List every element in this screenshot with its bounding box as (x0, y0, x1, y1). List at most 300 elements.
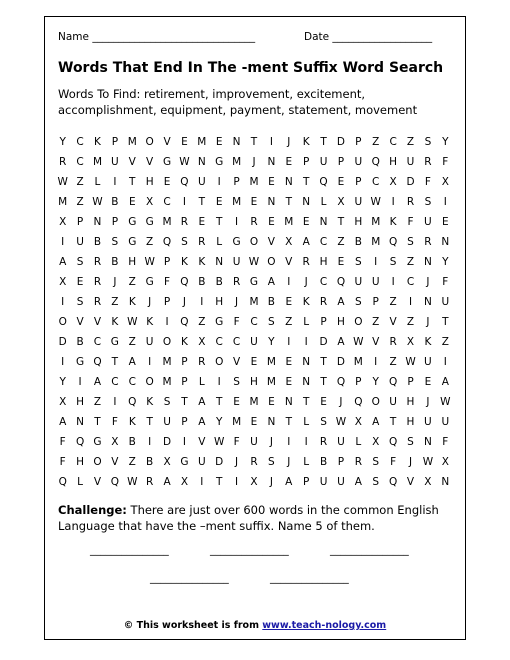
grid-letter: H (128, 256, 137, 268)
grid-letter: U (354, 156, 363, 168)
grid-letter: H (354, 216, 363, 228)
grid-letter: Q (110, 476, 119, 488)
grid-letter: R (93, 296, 102, 308)
grid-letter: I (269, 136, 273, 148)
grid-letter: L (77, 476, 84, 488)
grid-letter: I (304, 436, 308, 448)
grid-letter: G (145, 216, 154, 228)
grid-letter: M (232, 156, 242, 168)
grid-letter: I (217, 376, 221, 388)
grid-letter: C (93, 336, 102, 348)
grid-letter: G (215, 316, 224, 328)
grid-letter: S (372, 476, 380, 488)
grid-letter: Z (372, 316, 380, 328)
grid-letter: G (128, 216, 137, 228)
grid-letter: G (76, 356, 85, 368)
grid-letter: U (371, 276, 380, 288)
grid-letter: B (198, 276, 206, 288)
grid-letter: T (250, 136, 258, 148)
grid-letter: L (355, 436, 362, 448)
grid-letter: L (198, 376, 205, 388)
grid-letter: Z (198, 316, 206, 328)
grid-letter: V (93, 316, 102, 328)
grid-letter: M (92, 156, 102, 168)
grid-letter: E (268, 396, 275, 408)
grid-letter: B (319, 456, 328, 468)
grid-letter: D (162, 436, 172, 448)
grid-letter: U (441, 416, 450, 428)
grid-letter: Z (76, 196, 84, 208)
grid-letter: E (302, 216, 310, 228)
grid-letter: R (232, 276, 241, 288)
grid-letter: G (93, 436, 102, 448)
grid-letter: J (287, 456, 291, 468)
challenge-label: Challenge: (58, 503, 127, 517)
grid-letter: R (302, 256, 310, 268)
grid-letter: L (303, 316, 310, 328)
grid-letter: Z (93, 396, 102, 408)
grid-letter: K (128, 416, 136, 428)
grid-letter: E (215, 136, 223, 148)
grid-letter: T (320, 136, 327, 148)
grid-letter: X (250, 476, 258, 488)
grid-letter: V (372, 336, 380, 348)
grid-letter: S (268, 316, 275, 328)
grid-letter: A (372, 416, 380, 428)
grid-letter: G (145, 276, 154, 288)
grid-letter: E (181, 136, 188, 148)
grid-letter: P (355, 176, 362, 188)
grid-letter: X (354, 416, 362, 428)
grid-letter: N (93, 216, 102, 228)
grid-letter: P (163, 256, 171, 268)
grid-letter: V (93, 476, 102, 488)
grid-letter: A (285, 476, 293, 488)
grid-letter: S (76, 296, 84, 308)
grid-letter: Z (406, 136, 415, 148)
grid-letter: D (336, 136, 345, 148)
grid-letter: D (319, 336, 328, 348)
grid-letter: X (372, 436, 380, 448)
grid-letter: R (198, 236, 206, 248)
grid-letter: Q (388, 236, 398, 248)
grid-letter: O (215, 356, 224, 368)
grid-letter: V (111, 456, 119, 468)
grid-letter: V (128, 156, 136, 168)
grid-letter: E (268, 216, 275, 228)
grid-letter: P (355, 376, 362, 388)
grid-letter: C (215, 336, 223, 348)
grid-letter: P (355, 136, 362, 148)
grid-letter: V (285, 256, 293, 268)
grid-letter: P (181, 376, 188, 388)
grid-letter: O (145, 136, 154, 148)
grid-letter: I (200, 476, 204, 488)
grid-letter: K (302, 296, 310, 308)
grid-letter: C (128, 376, 136, 388)
grid-letter: W (127, 476, 138, 488)
grid-letter: I (443, 196, 447, 208)
grid-letter: I (391, 276, 395, 288)
grid-letter: M (162, 356, 172, 368)
grid-letter: E (128, 196, 136, 208)
grid-letter: T (181, 396, 188, 408)
grid-letter: T (389, 416, 397, 428)
grid-letter: R (319, 296, 328, 308)
grid-letter: X (441, 176, 449, 188)
grid-letter: M (353, 356, 363, 368)
grid-letter: T (129, 176, 136, 188)
grid-letter: C (389, 136, 397, 148)
grid-letter: Q (319, 176, 328, 188)
grid-letter: T (337, 216, 345, 228)
grid-letter: F (424, 176, 431, 188)
words-to-find: Words To Find: retirement, improvement, excitement, accomplishment, equipment, payment, statement, movement (58, 87, 418, 117)
grid-letter: B (128, 436, 136, 448)
grid-letter: H (215, 296, 224, 308)
grid-letter: N (423, 436, 432, 448)
grid-letter: Z (128, 336, 136, 348)
grid-letter: C (111, 376, 119, 388)
grid-letter: K (146, 396, 154, 408)
answer-blank-2: _______________ (210, 544, 289, 556)
grid-letter: H (76, 456, 85, 468)
grid-letter: T (216, 216, 223, 228)
grid-letter: I (443, 356, 447, 368)
grid-letter: I (61, 296, 65, 308)
grid-letter: A (59, 416, 67, 428)
grid-letter: P (181, 356, 188, 368)
grid-letter: S (424, 196, 432, 208)
grid-letter: U (424, 356, 432, 368)
grid-letter: M (232, 416, 242, 428)
grid-letter: A (441, 376, 449, 388)
grid-letter: R (93, 256, 102, 268)
grid-letter: X (389, 176, 397, 188)
grid-letter: T (442, 316, 449, 328)
grid-letter: I (304, 336, 308, 348)
grid-letter: I (78, 376, 82, 388)
grid-letter: M (266, 356, 276, 368)
grid-letter: I (287, 336, 291, 348)
grid-letter: A (198, 416, 206, 428)
word-search-grid (54, 132, 454, 492)
grid-letter: Z (146, 236, 154, 248)
grid-letter: T (320, 376, 327, 388)
grid-letter: V (146, 156, 154, 168)
grid-letter: U (406, 156, 415, 168)
grid-letter: U (424, 216, 432, 228)
grid-letter: Y (442, 256, 449, 268)
grid-letter: K (111, 316, 119, 328)
grid-letter: V (163, 136, 171, 148)
grid-letter: E (268, 176, 275, 188)
grid-letter: I (374, 256, 378, 268)
grid-letter: G (232, 236, 241, 248)
grid-letter: P (76, 216, 84, 228)
grid-letter: G (128, 236, 137, 248)
grid-letter: Y (372, 376, 379, 388)
grid-letter: R (354, 456, 362, 468)
grid-letter: W (335, 416, 347, 428)
grid-letter: W (92, 196, 103, 208)
footer-credit (0, 620, 510, 631)
grid-letter: R (93, 276, 102, 288)
grid-letter: O (354, 316, 363, 328)
grid-letter: V (406, 476, 415, 488)
grid-letter: Q (354, 396, 363, 408)
grid-letter: N (284, 396, 293, 408)
grid-letter: E (285, 356, 293, 368)
grid-letter: H (145, 176, 154, 188)
grid-letter: U (337, 436, 345, 448)
grid-letter: S (76, 256, 84, 268)
grid-letter: G (110, 336, 119, 348)
grid-letter: N (302, 376, 311, 388)
grid-letter: T (94, 416, 101, 428)
grid-letter: X (285, 236, 293, 248)
grid-letter: J (339, 396, 343, 408)
grid-letter: G (215, 156, 224, 168)
grid-letter: R (406, 196, 415, 208)
grid-letter: T (216, 396, 223, 408)
grid-letter: F (164, 276, 171, 288)
grid-letter: I (391, 196, 395, 208)
answer-blank-4: _______________ (150, 572, 229, 584)
grid-letter: P (302, 156, 310, 168)
grid-letter: A (302, 236, 310, 248)
grid-letter: I (61, 236, 65, 248)
grid-letter: M (162, 216, 172, 228)
grid-letter: B (111, 256, 119, 268)
grid-letter: R (146, 476, 154, 488)
grid-letter: N (302, 196, 311, 208)
grid-letter: Q (128, 396, 137, 408)
grid-letter: U (111, 156, 119, 168)
grid-letter: X (406, 336, 415, 348)
grid-letter: Q (388, 436, 398, 448)
grid-letter: P (337, 456, 345, 468)
grid-letter: E (285, 156, 293, 168)
grid-letter: O (162, 336, 172, 348)
grid-letter: I (148, 356, 152, 368)
grid-letter: U (163, 416, 171, 428)
grid-letter: M (371, 236, 381, 248)
grid-letter: I (61, 356, 65, 368)
grid-letter: U (197, 176, 206, 188)
grid-letter: T (285, 416, 292, 428)
grid-letter: C (319, 276, 328, 288)
grid-letter: C (76, 136, 84, 148)
grid-letter: M (232, 196, 242, 208)
grid-letter: E (198, 216, 206, 228)
grid-letter: A (267, 276, 275, 288)
grid-letter: U (232, 256, 241, 268)
grid-letter: W (57, 176, 68, 188)
grid-letter: F (442, 276, 449, 288)
grid-letter: Z (389, 296, 397, 308)
grid-letter: B (93, 236, 102, 248)
worksheet-title: Words That End In The -ment Suffix Word Search (58, 60, 444, 76)
grid-letter: R (59, 156, 67, 168)
grid-letter: M (197, 136, 207, 148)
grid-letter: I (374, 356, 378, 368)
grid-letter: N (267, 156, 276, 168)
grid-letter: H (250, 376, 258, 388)
grid-letter: L (303, 416, 310, 428)
grid-letter: R (250, 216, 258, 228)
grid-letter: M (371, 216, 381, 228)
grid-letter: S (407, 436, 414, 448)
grid-letter: G (180, 456, 189, 468)
grid-letter: B (267, 296, 275, 308)
grid-letter: D (58, 336, 67, 348)
grid-letter: J (252, 156, 256, 168)
grid-letter: S (389, 256, 397, 268)
grid-letter: V (389, 316, 397, 328)
grid-letter: D (406, 176, 415, 188)
grid-letter: R (424, 236, 432, 248)
grid-letter: W (405, 356, 416, 368)
grid-letter: B (76, 336, 84, 348)
grid-letter: A (128, 356, 136, 368)
grid-letter: K (180, 336, 188, 348)
grid-letter: R (424, 156, 432, 168)
grid-letter: S (111, 236, 119, 248)
grid-letter: E (250, 416, 258, 428)
challenge-body: There are just over 600 words in the common English Language that have the –ment suffix. Name 5 of them. (58, 503, 439, 533)
grid-letter: T (198, 196, 206, 208)
grid-letter: A (337, 336, 345, 348)
grid-letter: O (249, 236, 259, 248)
answer-blank-1: _______________ (90, 544, 169, 556)
grid-letter: I (113, 396, 117, 408)
grid-letter: Z (76, 176, 84, 188)
grid-letter: O (145, 376, 154, 388)
grid-letter: F (233, 316, 240, 328)
grid-letter: U (337, 476, 345, 488)
grid-letter: Q (336, 376, 346, 388)
grid-letter: L (320, 196, 327, 208)
grid-letter: U (250, 436, 258, 448)
grid-letter: T (146, 416, 153, 428)
grid-letter: C (76, 156, 84, 168)
grid-letter: T (216, 476, 223, 488)
grid-letter: T (320, 356, 327, 368)
grid-letter: S (424, 136, 432, 148)
grid-letter: S (233, 376, 240, 388)
grid-letter: Z (128, 276, 136, 288)
grid-letter: I (165, 316, 169, 328)
footer-prefix: © This worksheet is from (123, 620, 263, 631)
grid-letter: L (216, 236, 223, 248)
grid-letter: N (423, 256, 432, 268)
grid-letter: L (94, 176, 101, 188)
grid-letter: U (354, 196, 363, 208)
grid-letter: K (389, 216, 397, 228)
grid-letter: E (337, 256, 345, 268)
grid-letter: E (215, 196, 223, 208)
grid-letter: G (162, 156, 172, 168)
grid-letter: K (302, 136, 310, 148)
grid-letter: F (442, 436, 449, 448)
name-field-label: Name _______________________________ (58, 31, 256, 43)
grid-letter: Q (180, 276, 189, 288)
grid-letter: N (267, 416, 276, 428)
footer-link[interactable]: www.teach-nology.com (262, 620, 387, 631)
grid-letter: M (249, 296, 259, 308)
grid-letter: N (197, 156, 206, 168)
grid-letter: Y (59, 136, 66, 148)
grid-letter: C (250, 316, 258, 328)
grid-letter: W (370, 196, 381, 208)
grid-letter: E (424, 376, 432, 388)
grid-letter: P (111, 216, 119, 228)
grid-letter: E (285, 296, 293, 308)
grid-letter: I (287, 276, 291, 288)
grid-letter: Z (128, 456, 136, 468)
grid-letter: O (93, 456, 102, 468)
grid-letter: I (182, 196, 186, 208)
grid-letter: C (319, 236, 328, 248)
grid-letter: E (233, 396, 240, 408)
grid-letter: N (423, 296, 432, 308)
grid-letter: Y (442, 136, 449, 148)
grid-letter: N (215, 256, 224, 268)
grid-letter: X (424, 476, 432, 488)
grid-letter: X (441, 456, 449, 468)
grid-letter: R (180, 216, 189, 228)
grid-letter: U (354, 276, 363, 288)
grid-letter: S (181, 236, 188, 248)
challenge-text (58, 502, 453, 534)
grid-letter: E (320, 396, 327, 408)
grid-letter: I (200, 296, 204, 308)
grid-letter: N (319, 216, 328, 228)
grid-letter: A (337, 296, 345, 308)
grid-letter: U (319, 156, 328, 168)
grid-letter: M (284, 216, 294, 228)
grid-letter: T (285, 196, 292, 208)
grid-letter: H (319, 256, 328, 268)
grid-letter: Q (371, 156, 380, 168)
grid-letter: Z (111, 296, 119, 308)
grid-letter: E (441, 216, 449, 228)
grid-letter: Q (75, 436, 85, 448)
grid-letter: T (111, 356, 119, 368)
grid-letter: J (235, 456, 239, 468)
grid-letter: M (58, 196, 68, 208)
grid-letter: X (163, 456, 171, 468)
grid-letter: K (180, 256, 188, 268)
grid-letter: W (353, 336, 364, 348)
grid-letter: S (355, 296, 362, 308)
grid-letter: C (163, 196, 171, 208)
grid-letter: P (302, 476, 310, 488)
grid-letter: N (284, 176, 293, 188)
grid-letter: N (441, 236, 450, 248)
grid-letter: K (94, 136, 101, 148)
grid-letter: I (113, 176, 117, 188)
grid-letter: J (287, 136, 291, 148)
grid-letter: X (198, 336, 206, 348)
grid-letter: B (354, 236, 362, 248)
grid-letter: X (180, 476, 189, 488)
grid-letter: W (127, 316, 138, 328)
grid-letter: W (214, 436, 225, 448)
answer-blank-5: _______________ (270, 572, 349, 584)
grid-letter: U (319, 476, 328, 488)
